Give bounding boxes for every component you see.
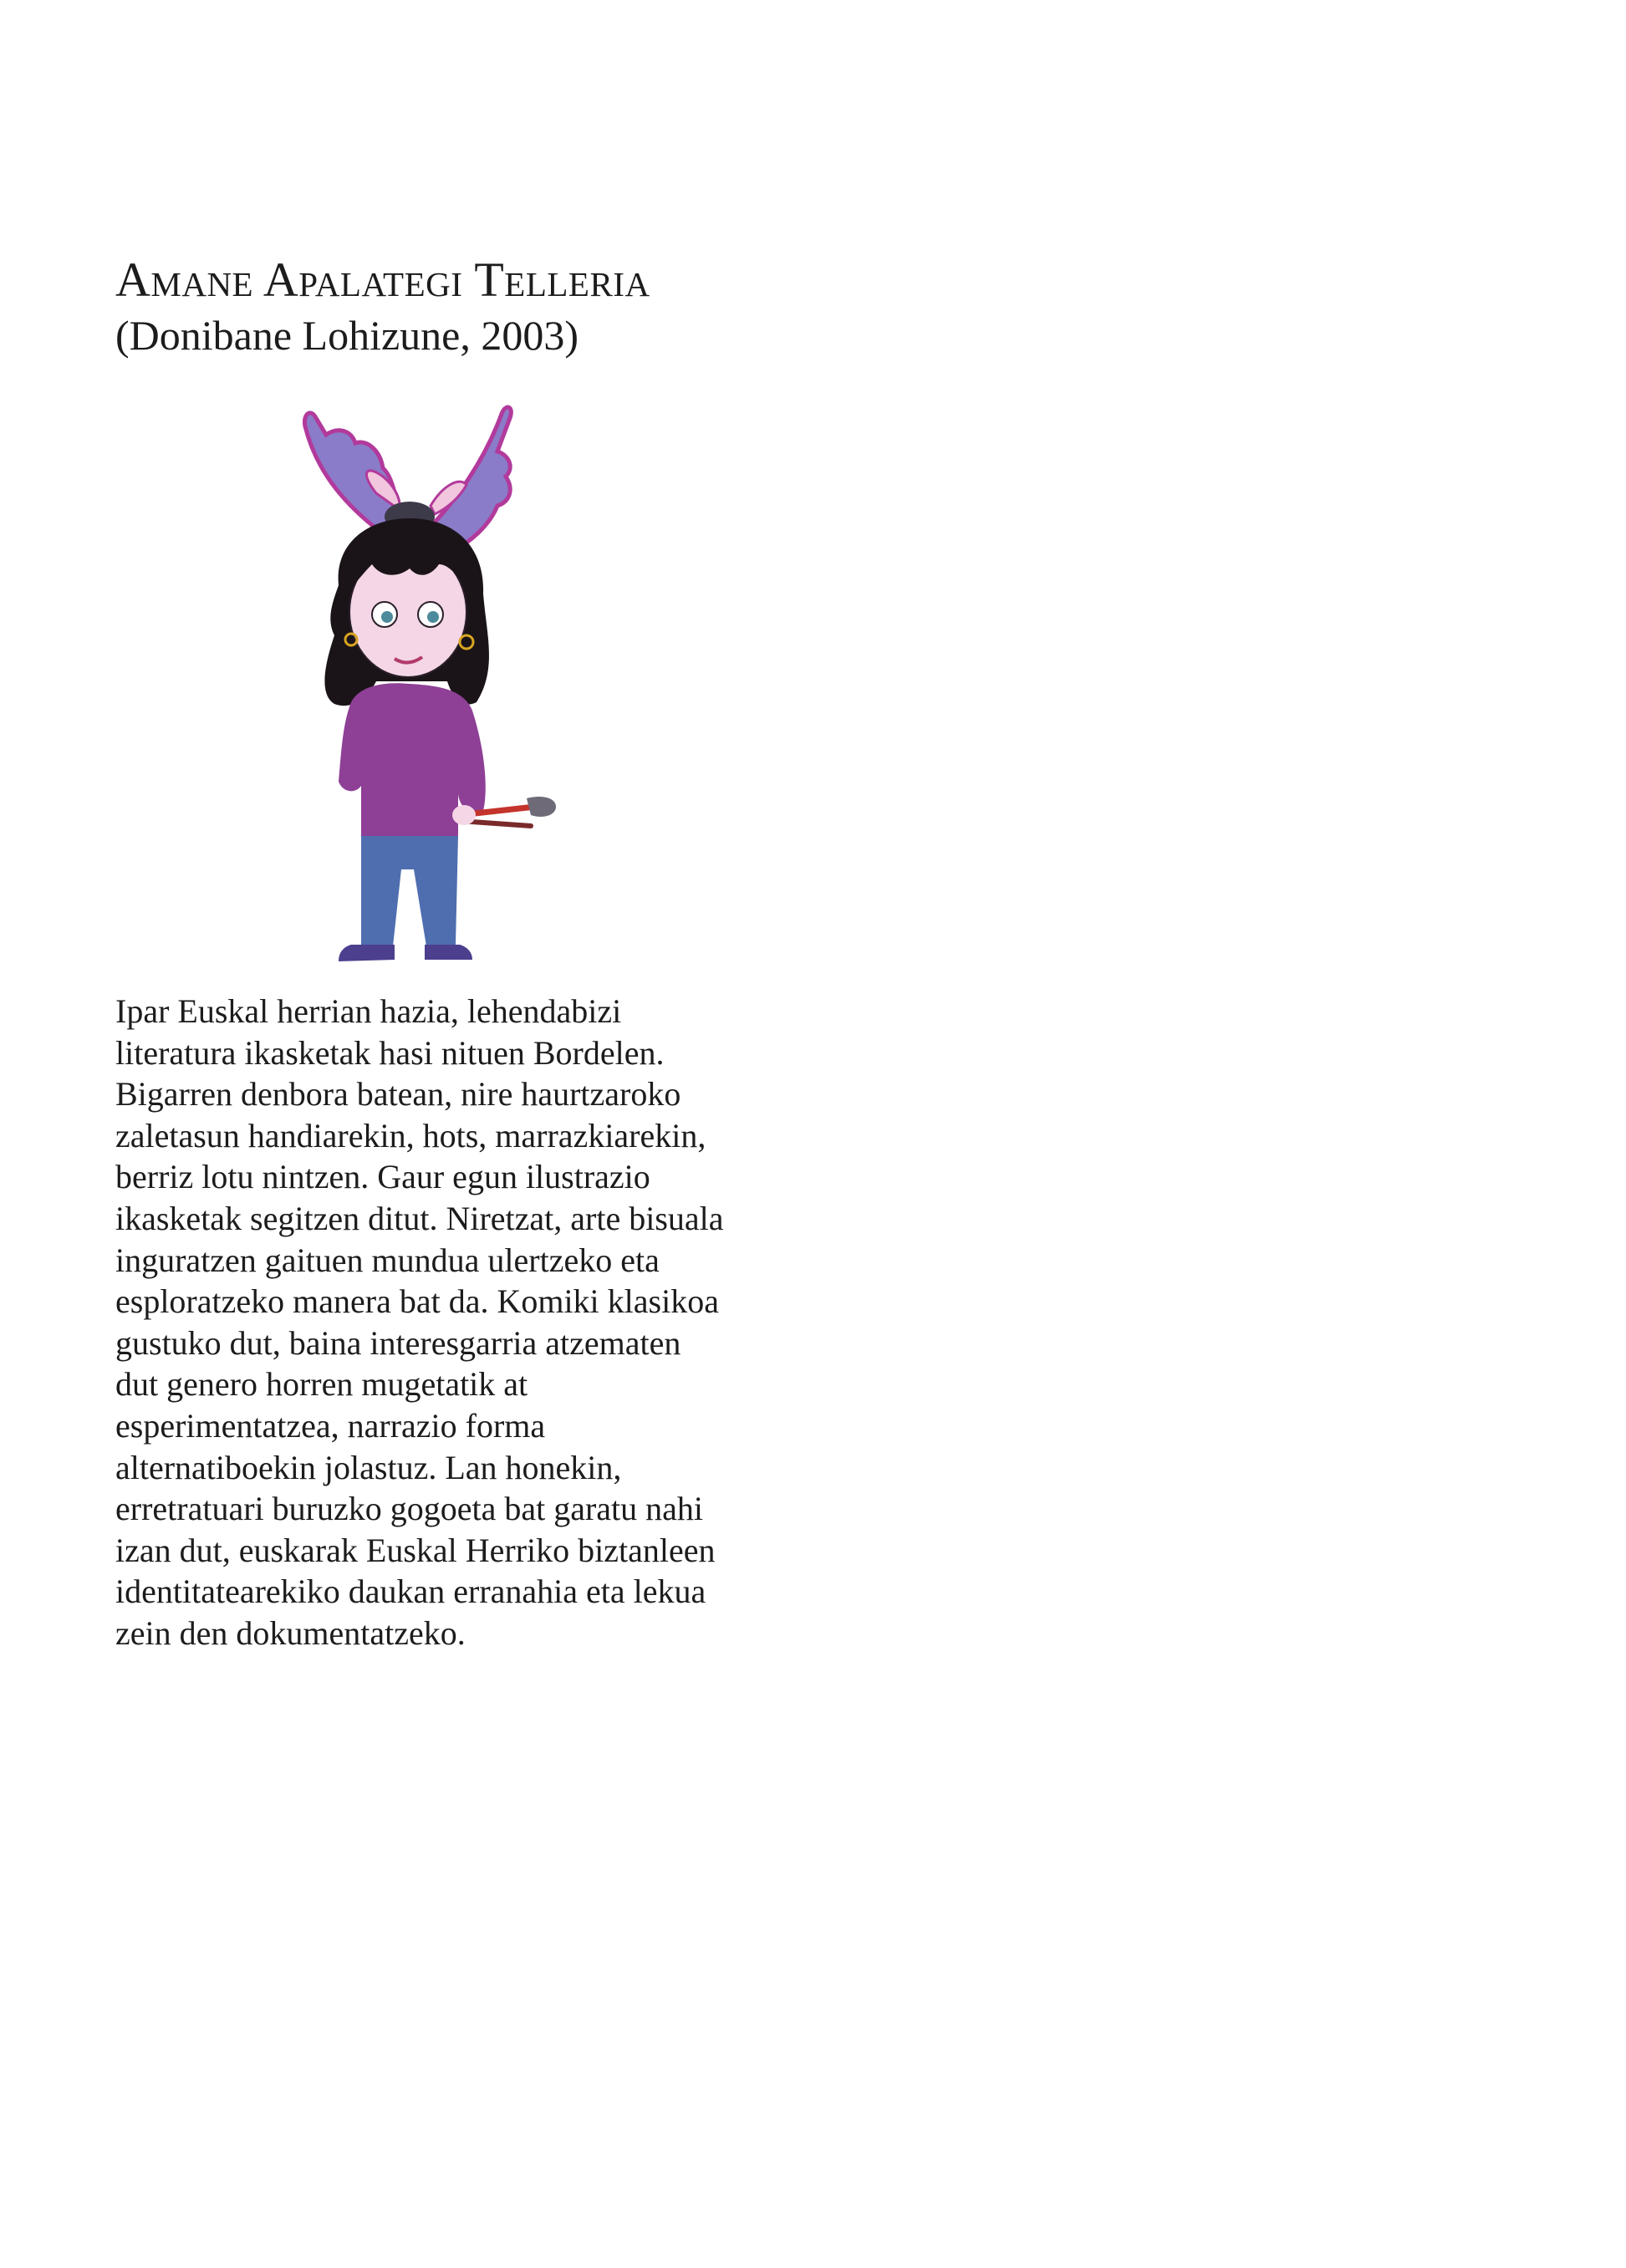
bio-line: zein den dokumentatzeko. <box>115 1613 466 1652</box>
pupil-left <box>381 611 393 623</box>
bio-line: ikasketak segitzen ditut. Niretzat, arte bisuala <box>115 1199 724 1237</box>
bio-line: esperimentatzea, narrazio forma <box>115 1406 546 1445</box>
shoe-left <box>339 945 395 961</box>
pupil-right <box>427 611 439 623</box>
bio-line: alternatiboekin jolastuz. Lan honekin, <box>115 1448 622 1486</box>
bio-line: Bigarren denbora batean, nire haurtzaroko <box>115 1075 681 1114</box>
author-origin: (Donibane Lohizune, 2003) <box>115 311 579 359</box>
bio-line: gustuko dut, baina interesgarria atzematen <box>115 1323 681 1362</box>
bio-line: berriz lotu nintzen. Gaur egun ilustrazio <box>115 1158 650 1196</box>
shoe-right <box>425 945 472 960</box>
bio-line: literatura ikasketak hasi nituen Bordelen. <box>115 1033 665 1072</box>
bio-line: inguratzen gaituen mundua ulertzeko eta <box>115 1241 660 1279</box>
bio-line: zaletasun handiarekin, hots, marrazkiarekin, <box>115 1116 706 1154</box>
bio-line: esploratzeko manera bat da. Komiki klasikoa <box>115 1282 719 1321</box>
author-portrait-illustration <box>259 393 577 978</box>
bio-line: Ipar Euskal herrian hazia, lehendabizi <box>115 992 622 1030</box>
author-heading <box>115 251 650 361</box>
bio-line: dut genero horren mugetatik at <box>115 1365 528 1404</box>
bio-line: identitatearekiko daukan erranahia eta lekua <box>115 1572 706 1611</box>
jeans <box>361 836 458 946</box>
bio-line: izan dut, euskarak Euskal Herriko biztanleen <box>115 1531 716 1569</box>
bio-line: erretratuari buruzko gogoeta bat garatu nahi <box>115 1490 704 1528</box>
author-name: Amane Apalategi Telleria <box>115 252 650 307</box>
biography-text <box>115 991 809 1654</box>
